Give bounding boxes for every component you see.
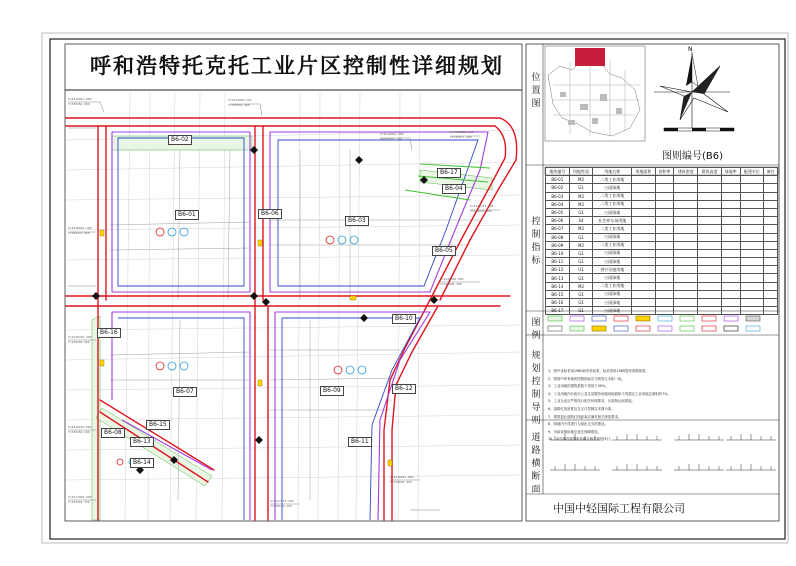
note-line: 9、市政设施用地应优先保障建设。 <box>548 429 602 434</box>
table-cell: B6-02 <box>546 184 570 192</box>
table-cell <box>764 176 778 184</box>
table-cell <box>721 241 740 249</box>
table-row <box>546 217 778 225</box>
table-cell <box>764 258 778 266</box>
table-cell <box>740 299 764 307</box>
table-cell <box>764 184 778 192</box>
svg-text:X=4417902.600: X=4417902.600 <box>68 495 92 499</box>
svg-text:Y=538455.700: Y=538455.700 <box>68 500 90 504</box>
table-cell <box>655 299 674 307</box>
note-line: 4、工业用地内行政办公及生活服务设施用地面积不得超过工业用地总面积的7%。 <box>548 391 671 396</box>
table-row <box>546 241 778 249</box>
block-label-b6-03: B6-03 <box>345 216 369 226</box>
svg-text:Y=539017.400: Y=539017.400 <box>450 135 472 139</box>
table-cell <box>632 241 656 249</box>
table-cell <box>632 176 656 184</box>
svg-text:Y=538459.200: Y=538459.200 <box>68 430 90 434</box>
table-cell: B6-16 <box>546 299 570 307</box>
block-label-b6-04: B6-04 <box>442 184 466 194</box>
table-cell <box>674 258 698 266</box>
table-cell <box>721 307 740 315</box>
table-cell <box>698 241 722 249</box>
table-cell: B6-01 <box>546 176 570 184</box>
table-cell <box>674 217 698 225</box>
table-cell: G1 <box>569 249 593 257</box>
table-cell <box>764 274 778 282</box>
table-cell: 公园绿地 <box>593 258 632 266</box>
control-indicator-table <box>545 167 778 315</box>
table-cell <box>721 225 740 233</box>
svg-text:X=4418925.100: X=4418925.100 <box>450 130 474 134</box>
table-cell <box>674 208 698 216</box>
table-cell <box>655 249 674 257</box>
svg-text:X=4418410.300: X=4418410.300 <box>68 335 92 339</box>
table-cell: 社会停车场用地 <box>593 217 632 225</box>
note-line: 2、图则中所有地块控制指标应与规划文本相一致。 <box>548 376 625 381</box>
table-cell: 二类工业用地 <box>593 200 632 208</box>
table-cell: 二类工业用地 <box>593 176 632 184</box>
table-cell <box>740 266 764 274</box>
svg-text:Y=538650.900: Y=538650.900 <box>228 103 250 107</box>
table-cell <box>764 200 778 208</box>
block-label-b6-06: B6-06 <box>258 209 282 219</box>
table-cell <box>655 258 674 266</box>
table-cell <box>740 290 764 298</box>
table-cell <box>764 217 778 225</box>
table-cell <box>740 274 764 282</box>
table-cell: G1 <box>569 299 593 307</box>
block-label-b6-09: B6-09 <box>320 386 344 396</box>
table-cell: M2 <box>569 225 593 233</box>
table-cell <box>632 192 656 200</box>
table-cell <box>764 307 778 315</box>
table-cell: B6-12 <box>546 266 570 274</box>
table-cell <box>740 192 764 200</box>
table-cell: 公园绿地 <box>593 208 632 216</box>
svg-text:Y=538468.900: Y=538468.900 <box>68 340 90 344</box>
scale-bar <box>664 128 734 131</box>
table-cell <box>721 282 740 290</box>
table-cell: B6-03 <box>546 192 570 200</box>
table-row <box>546 266 778 274</box>
table-cell <box>698 192 722 200</box>
svg-text:X=4418602.100: X=4418602.100 <box>68 226 92 230</box>
table-cell: 二类工业用地 <box>593 225 632 233</box>
table-cell <box>632 249 656 257</box>
table-cell <box>698 225 722 233</box>
table-header-cell: 建筑密度 <box>674 168 698 176</box>
table-row <box>546 184 778 192</box>
table-cell <box>698 184 722 192</box>
block-label-b6-15: B6-15 <box>146 420 170 430</box>
note-line: 7、建筑退让道路红线距离应满足相关规范要求。 <box>548 414 622 419</box>
table-cell: M2 <box>569 241 593 249</box>
table-header-cell: 用地性质 <box>569 168 593 176</box>
table-row <box>546 176 778 184</box>
svg-text:Y=538452.900: Y=538452.900 <box>68 102 90 106</box>
table-cell <box>655 266 674 274</box>
table-cell <box>632 282 656 290</box>
table-cell <box>764 225 778 233</box>
block-label-b6-08: B6-08 <box>101 428 125 438</box>
table-cell <box>698 290 722 298</box>
table-cell: 公园绿地 <box>593 307 632 315</box>
svg-text:X=4418961.900: X=4418961.900 <box>68 97 92 101</box>
table-cell: G1 <box>569 258 593 266</box>
table-header-cell: 用地面积 <box>632 168 656 176</box>
table-cell: S4 <box>569 217 593 225</box>
block-label-b6-16: B6-16 <box>97 328 121 338</box>
table-cell: 供应设施用地 <box>593 266 632 274</box>
table-cell: G1 <box>569 208 593 216</box>
block-label-b6-12: B6-12 <box>392 384 416 394</box>
table-cell <box>721 274 740 282</box>
table-cell <box>632 290 656 298</box>
table-cell <box>632 274 656 282</box>
table-cell <box>655 176 674 184</box>
note-line: 5、工业企业应严格执行相关环保要求，污染物达标排放。 <box>548 399 635 404</box>
table-cell: G1 <box>569 233 593 241</box>
table-row <box>546 200 778 208</box>
table-cell <box>740 176 764 184</box>
table-cell <box>698 217 722 225</box>
table-cell: B6-17 <box>546 307 570 315</box>
table-cell: G1 <box>569 290 593 298</box>
table-cell <box>674 249 698 257</box>
note-line: 10、未尽事宜按国家及地方相关规范执行。 <box>548 437 614 442</box>
table-row <box>546 233 778 241</box>
svg-text:N: N <box>688 46 693 53</box>
svg-text:X=4418715.400: X=4418715.400 <box>470 204 494 208</box>
block-label-b6-11: B6-11 <box>348 437 372 447</box>
table-cell <box>698 307 722 315</box>
table-cell <box>674 290 698 298</box>
svg-text:Y=538472.600: Y=538472.600 <box>68 231 90 235</box>
note-line: 1、图中坐标采用1980西安坐标系，标高采用1985国家高程基准。 <box>548 369 649 373</box>
table-cell <box>632 217 656 225</box>
table-cell <box>721 208 740 216</box>
table-cell <box>632 200 656 208</box>
block-label-b6-02: B6-02 <box>168 135 192 145</box>
table-cell <box>740 258 764 266</box>
table-cell <box>698 299 722 307</box>
table-header-cell: 备注 <box>764 168 778 176</box>
table-cell <box>698 176 722 184</box>
table-cell <box>721 217 740 225</box>
table-cell <box>655 241 674 249</box>
table-cell: 二类工业用地 <box>593 241 632 249</box>
svg-text:X=4418942.500: X=4418942.500 <box>380 132 404 136</box>
table-cell <box>764 282 778 290</box>
table-cell: B6-09 <box>546 241 570 249</box>
table-cell <box>674 225 698 233</box>
svg-text:X=4418022.800: X=4418022.800 <box>390 475 414 479</box>
table-header-cell: 用地名称 <box>593 168 632 176</box>
table-cell: 公园绿地 <box>593 184 632 192</box>
block-label-b6-17: B6-17 <box>437 168 461 178</box>
table-cell <box>655 307 674 315</box>
table-cell <box>740 184 764 192</box>
table-header-cell: 容积率 <box>655 168 674 176</box>
table-cell <box>674 200 698 208</box>
table-header-cell: 配建车位 <box>740 168 764 176</box>
table-cell <box>721 290 740 298</box>
table-cell <box>764 299 778 307</box>
table-cell <box>632 184 656 192</box>
block-label-b6-10: B6-10 <box>392 314 416 324</box>
table-row <box>546 225 778 233</box>
table-cell <box>698 233 722 241</box>
table-row <box>546 249 778 257</box>
table-cell <box>698 266 722 274</box>
table-cell <box>655 233 674 241</box>
company-name: 中国中轻国际工程有限公司 <box>553 502 685 515</box>
map-number: 图则编号(B6) <box>662 151 724 162</box>
table-cell <box>740 307 764 315</box>
note-line: 3、工业用地的建筑系数不得低于30%。 <box>548 384 609 389</box>
table-cell <box>655 282 674 290</box>
table-row <box>546 258 778 266</box>
table-cell <box>655 192 674 200</box>
table-cell <box>674 241 698 249</box>
table-row <box>546 274 778 282</box>
table-cell: 公园绿地 <box>593 274 632 282</box>
svg-text:X=4419040.210: X=4419040.210 <box>228 98 252 102</box>
table-cell: U1 <box>569 266 593 274</box>
svg-text:Y=538640.100: Y=538640.100 <box>270 504 292 508</box>
table-cell <box>674 282 698 290</box>
table-cell: G1 <box>569 307 593 315</box>
table-cell: B6-07 <box>546 225 570 233</box>
table-cell <box>721 258 740 266</box>
table-cell: B6-14 <box>546 282 570 290</box>
table-cell: M2 <box>569 282 593 290</box>
table-cell <box>764 192 778 200</box>
table-cell: 二类工业用地 <box>593 282 632 290</box>
table-cell <box>698 282 722 290</box>
table-cell <box>764 266 778 274</box>
svg-text:Y=538802.400: Y=538802.400 <box>390 480 412 484</box>
table-cell <box>674 266 698 274</box>
note-line: 8、绿地内不得进行与绿化无关的建设。 <box>548 422 608 427</box>
svg-text:Y=539026.300: Y=539026.300 <box>470 209 492 213</box>
planning-rules-label: 规划控制导则 <box>531 351 541 426</box>
table-cell <box>674 176 698 184</box>
block-label-b6-01: B6-01 <box>175 210 199 220</box>
table-header-row <box>546 168 778 176</box>
svg-text:X=4418450.200: X=4418450.200 <box>440 277 464 281</box>
table-cell: B6-10 <box>546 249 570 257</box>
table-cell <box>698 258 722 266</box>
table-cell <box>698 249 722 257</box>
table-row <box>546 208 778 216</box>
table-cell <box>698 274 722 282</box>
table-cell <box>740 208 764 216</box>
table-cell: M2 <box>569 176 593 184</box>
table-cell: M2 <box>569 200 593 208</box>
table-cell: 二类工业用地 <box>593 192 632 200</box>
table-cell: 公园绿地 <box>593 290 632 298</box>
table-cell <box>764 241 778 249</box>
svg-text:X=4417925.300: X=4417925.300 <box>270 499 294 503</box>
block-label-b6-13: B6-13 <box>130 437 154 447</box>
block-label-b6-14: B6-14 <box>130 458 154 468</box>
table-cell: 公园绿地 <box>593 249 632 257</box>
table-cell <box>632 208 656 216</box>
table-cell <box>674 184 698 192</box>
table-cell <box>764 233 778 241</box>
table-cell: G1 <box>569 274 593 282</box>
table-cell <box>740 233 764 241</box>
table-cell: B6-05 <box>546 208 570 216</box>
table-cell: 公园绿地 <box>593 233 632 241</box>
table-cell: B6-08 <box>546 233 570 241</box>
table-cell <box>698 200 722 208</box>
table-cell <box>764 290 778 298</box>
table-cell: 公园绿地 <box>593 299 632 307</box>
table-cell: M2 <box>569 192 593 200</box>
table-cell <box>721 266 740 274</box>
page-title: 呼和浩特托克托工业片区控制性详细规划 <box>90 54 504 78</box>
table-header-cell: 地块编号 <box>546 168 570 176</box>
table-cell <box>764 249 778 257</box>
table-cell <box>740 225 764 233</box>
block-label-b6-05: B6-05 <box>432 246 456 256</box>
location-map <box>545 46 645 141</box>
road-section-label: 道路横断面 <box>531 433 541 495</box>
table-cell <box>740 282 764 290</box>
table-cell <box>740 249 764 257</box>
table-cell <box>655 225 674 233</box>
table-cell <box>655 217 674 225</box>
table-row <box>546 192 778 200</box>
control-index-label: 控制指标 <box>531 217 541 266</box>
planning-notes <box>548 368 776 444</box>
table-cell <box>721 184 740 192</box>
table-cell: B6-04 <box>546 200 570 208</box>
table-cell <box>632 307 656 315</box>
block-label-b6-07: B6-07 <box>173 387 197 397</box>
table-cell <box>721 233 740 241</box>
table-cell: B6-13 <box>546 274 570 282</box>
table-cell <box>721 299 740 307</box>
table-row <box>546 290 778 298</box>
svg-text:Y=538956.300: Y=538956.300 <box>440 282 462 286</box>
table-cell <box>655 274 674 282</box>
table-cell <box>764 208 778 216</box>
table-row <box>546 307 778 315</box>
table-cell <box>698 208 722 216</box>
table-cell <box>632 258 656 266</box>
table-header-cell: 建筑高度 <box>698 168 722 176</box>
table-cell <box>721 249 740 257</box>
table-cell <box>655 290 674 298</box>
svg-text:X=4418165.800: X=4418165.800 <box>68 425 92 429</box>
table-cell: B6-15 <box>546 290 570 298</box>
table-cell: B6-06 <box>546 217 570 225</box>
table-cell <box>721 176 740 184</box>
table-row <box>546 282 778 290</box>
svg-text:Y=538872.100: Y=538872.100 <box>380 137 402 141</box>
table-cell <box>740 241 764 249</box>
table-header-cell: 绿地率 <box>721 168 740 176</box>
table-cell <box>674 233 698 241</box>
table-cell <box>655 184 674 192</box>
location-map-label: 位置图 <box>531 73 541 109</box>
table-cell <box>632 299 656 307</box>
note-line: 6、道路红线宽度及交叉口控制以本图为准。 <box>548 406 615 411</box>
table-cell <box>632 225 656 233</box>
table-cell <box>674 307 698 315</box>
table-cell <box>655 208 674 216</box>
table-cell <box>632 233 656 241</box>
table-row <box>546 299 778 307</box>
table-cell <box>721 200 740 208</box>
table-cell <box>674 274 698 282</box>
table-cell: B6-11 <box>546 258 570 266</box>
table-cell <box>674 299 698 307</box>
table-cell <box>740 217 764 225</box>
table-cell <box>721 192 740 200</box>
table-cell <box>655 200 674 208</box>
table-cell <box>740 200 764 208</box>
table-cell: G1 <box>569 184 593 192</box>
legend-label: 图例 <box>531 318 541 341</box>
table-cell <box>674 192 698 200</box>
table-cell <box>632 266 656 274</box>
